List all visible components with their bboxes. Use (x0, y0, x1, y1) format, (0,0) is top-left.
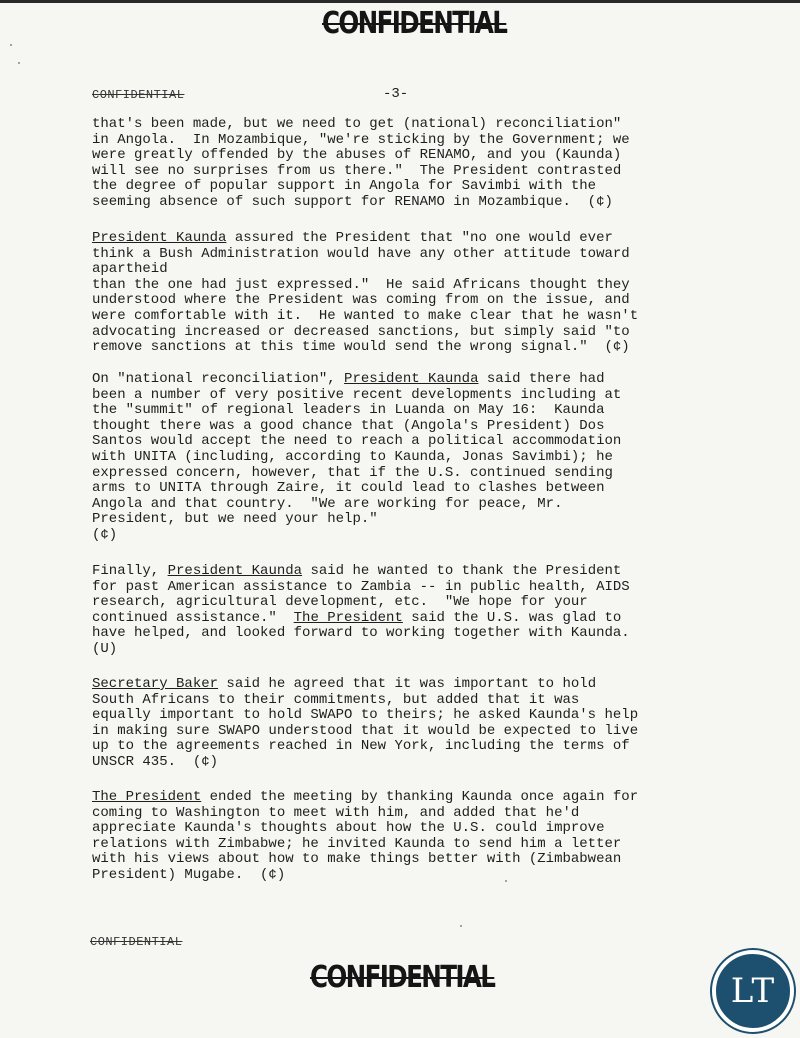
paragraph-1: that's been made, but we need to get (national) reconciliation" in Angola. In Mozambique, "we're sticking by the Government; we were greatly offended by the abuses of RENAMO, and you (Kaunda) will see no surprises from us there." The President contrasted the degree of popular support in Angola for Savimbi with the seeming absence of such support for RENAMO in Mozambique. (¢) (92, 116, 630, 210)
speaker-name: The President (293, 609, 403, 626)
scan-speck (18, 62, 20, 64)
confidential-stamp-bottom: CONFIDENTIAL (310, 960, 495, 995)
paragraph-text: said the U.S. was glad to have helped, and looked forward to working together with Kaunda. (U) (92, 609, 630, 657)
top-border (0, 0, 800, 3)
scan-speck (10, 44, 12, 46)
paragraph-text: said there had been a number of very positive recent developments including at the "summit" of regional leaders in Luanda on May 16: Kaunda thought there was a good chance that (Angola's President) Dos Santos would accept the need to reach a political accommodation with UNITA (including, according to Kaunda, Jonas Savimbi); he expressed concern, however, that if the U.S. continued sending arms to UNITA through Zaire, it could lead to clashes between Angola and that country. "We are working for peace, Mr. President, but we need your help." (¢) (92, 371, 622, 543)
speaker-name: The President (92, 789, 202, 805)
classification-header: CONFIDENTIAL (92, 88, 185, 102)
page-number: -3- (383, 86, 409, 102)
paragraph-text: On "national reconciliation", (92, 371, 345, 387)
speaker-name: Secretary Baker (92, 676, 219, 692)
lt-logo (712, 950, 794, 1032)
paragraph-3 (92, 372, 752, 544)
paragraph-5 (92, 677, 752, 771)
paragraph-text: Finally, (92, 563, 168, 579)
paragraph-text: said he agreed that it was important to hold South Africans to their commitments, but added that it was equally important to hold SWAPO to theirs; he asked Kaunda's help in making sure SWAPO understood that it would be expected to live up to the agreements reached in New York, including the terms of UNSCR 435. (¢) (92, 676, 639, 770)
paragraph-2 (92, 231, 752, 356)
paragraph-text: ended the meeting by thanking Kaunda once again for coming to Washington to meet with him, and added that he'd appreciate Kaunda's thoughts about how the U.S. could improve relations with Zimbabwe; he invited Kaunda to send him a letter with his views about how to make things better with (Zimbabwean President) Mugabe. (¢) (92, 789, 639, 883)
confidential-stamp-top: CONFIDENTIAL (322, 6, 507, 41)
scan-speck (460, 925, 462, 927)
classification-footer: CONFIDENTIAL (90, 935, 183, 949)
speaker-name: President Kaunda (92, 230, 227, 246)
paragraph-4 (92, 564, 752, 658)
speaker-name: President Kaunda (344, 371, 479, 387)
paragraph-6 (92, 790, 752, 884)
scan-speck (505, 880, 507, 882)
paragraph-text: said he wanted to thank the President for past American assistance to Zambia -- in public health, AIDS research, agricultural development, etc. "We hope for your continued assistance." (92, 563, 630, 626)
speaker-name: President Kaunda (167, 563, 303, 579)
logo-text: LT (730, 971, 776, 1011)
paragraph-text: assured the President that "no one would ever think a Bush Administration would have any other attitude toward apartheid than the one had just expressed." He said Africans thought they understood where the President was coming from on the issue, and were comfortable with it. He wanted to make clear that he wasn't advocating increased or decreased sanctions, but simply said "to remove sanctions at this time would send the wrong signal." (¢) (92, 230, 639, 356)
